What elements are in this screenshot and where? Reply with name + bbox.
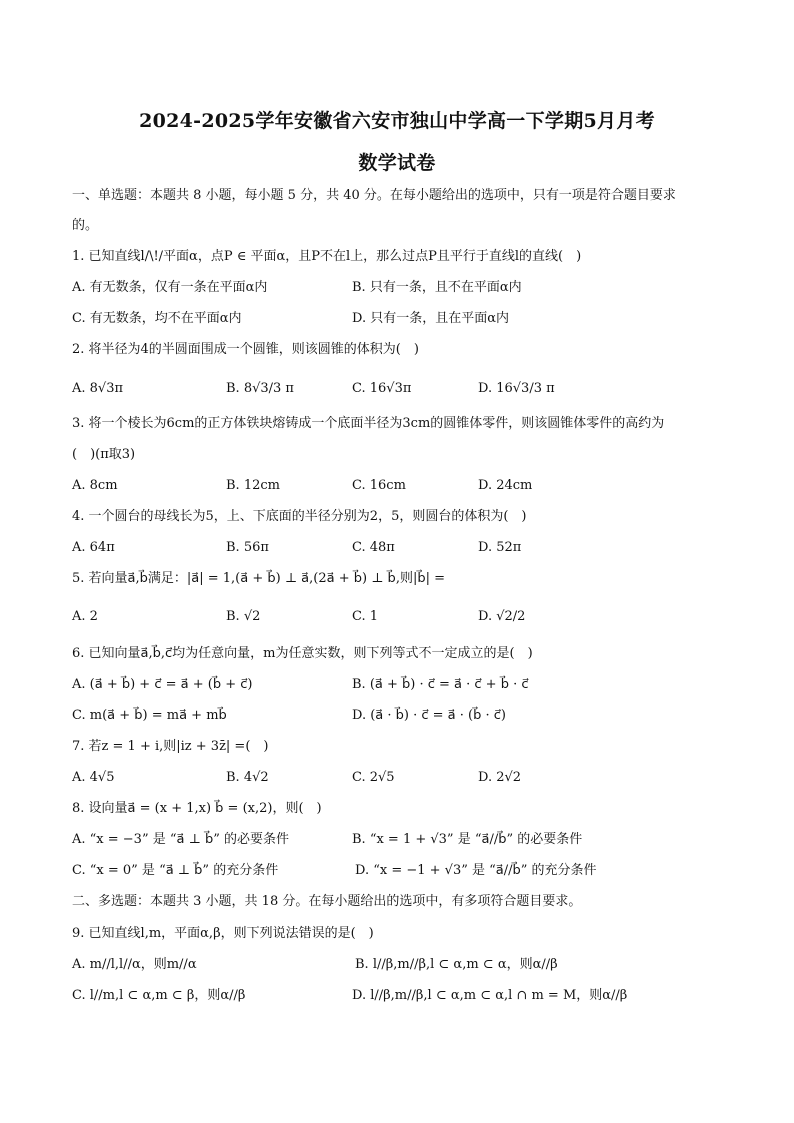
q9-stem: 9. 已知直线l,m，平面α,β，则下列说法错误的是( ): [72, 926, 374, 941]
q4-option-a: A. 64π: [72, 540, 115, 555]
q6-option-d: D. (a⃗ · b⃗) · c⃗ = a⃗ · (b⃗ · c⃗): [352, 708, 506, 723]
q7-stem: 7. 若z = 1 + i,则|iz + 3z̄| =( ): [72, 739, 269, 754]
q4-option-d: D. 52π: [478, 540, 522, 555]
q9-option-d: D. l//β,m//β,l ⊂ α,m ⊂ α,l ∩ m = M，则α//β: [352, 988, 628, 1003]
q6-stem: 6. 已知向量a⃗,b⃗,c⃗均为任意向量，m为任意实数，则下列等式不一定成立的是( ): [72, 646, 533, 661]
q7-option-c: C. 2√5: [352, 770, 395, 785]
q3-option-b: B. 12cm: [226, 478, 280, 493]
q4-option-c: C. 48π: [352, 540, 395, 555]
q3-stem-cont: ( )(π取3): [72, 447, 136, 462]
q5-option-b: B. √2: [226, 609, 261, 624]
q3-option-a: A. 8cm: [72, 478, 118, 493]
q8-stem: 8. 设向量a⃗ = (x + 1,x) b⃗ = (x,2)，则( ): [72, 801, 322, 816]
q4-option-b: B. 56π: [226, 540, 269, 555]
section1-heading-cont: 的。: [72, 218, 99, 233]
q7-option-a: A. 4√5: [72, 770, 115, 785]
exam-subtitle: 数学试卷: [358, 152, 436, 174]
q9-option-b: B. l//β,m//β,l ⊂ α,m ⊂ α，则α//β: [355, 957, 558, 972]
q1-option-a: A. 有无数条，仅有一条在平面α内: [72, 280, 268, 295]
q5-option-a: A. 2: [72, 609, 98, 624]
q7-option-d: D. 2√2: [478, 770, 522, 785]
q7-option-b: B. 4√2: [226, 770, 269, 785]
q6-option-c: C. m(a⃗ + b⃗) = ma⃗ + mb⃗: [72, 708, 227, 723]
section2-heading: 二、多选题：本题共 3 小题，共 18 分。在每小题给出的选项中，有多项符合题目要求。: [72, 894, 582, 909]
q5-option-d: D. √2/2: [478, 609, 526, 624]
q9-option-a: A. m//l,l//α，则m//α: [72, 957, 197, 972]
q3-stem: 3. 将一个棱长为6cm的正方体铁块熔铸成一个底面半径为3cm的圆锥体零件，则该圆锥体零件的高约为: [72, 416, 665, 431]
q9-option-c: C. l//m,l ⊂ α,m ⊂ β，则α//β: [72, 988, 246, 1003]
q6-option-a: A. (a⃗ + b⃗) + c⃗ = a⃗ + (b⃗ + c⃗): [72, 677, 253, 692]
section1-heading: 一、单选题：本题共 8 小题，每小题 5 分，共 40 分。在每小题给出的选项中，只有一项是符合题目要求: [72, 188, 676, 203]
q5-stem: 5. 若向量a⃗,b⃗满足：|a⃗| = 1,(a⃗ + b⃗) ⊥ a⃗,(2a⃗ + b⃗) ⊥ b⃗,则|b⃗| =: [72, 571, 445, 586]
q1-option-d: D. 只有一条，且在平面α内: [352, 311, 510, 326]
q2-stem: 2. 将半径为4的半圆面围成一个圆锥，则该圆锥的体积为( ): [72, 342, 419, 357]
q4-stem: 4. 一个圆台的母线长为5，上、下底面的半径分别为2，5，则圆台的体积为( ): [72, 509, 527, 524]
q5-option-c: C. 1: [352, 609, 379, 624]
q2-option-d: D. 16√3/3 π: [478, 381, 555, 396]
q2-option-a: A. 8√3π: [72, 381, 124, 396]
q1-option-b: B. 只有一条，且不在平面α内: [352, 280, 522, 295]
q8-option-a: A. “x = −3” 是 “a⃗ ⊥ b⃗” 的必要条件: [72, 832, 289, 847]
q8-option-c: C. “x = 0” 是 “a⃗ ⊥ b⃗” 的充分条件: [72, 863, 279, 878]
q2-option-c: C. 16√3π: [352, 381, 412, 396]
q8-option-b: B. “x = 1 + √3” 是 “a⃗//b⃗” 的必要条件: [352, 832, 583, 847]
q2-option-b: B. 8√3/3 π: [226, 381, 294, 396]
q8-option-d: D. “x = −1 + √3” 是 “a⃗//b⃗” 的充分条件: [355, 863, 597, 878]
q1-stem: 1. 已知直线l/\!/平面α，点P ∈ 平面α，且P不在l上，那么过点P且平行于直线l的直线( ): [72, 249, 582, 264]
exam-title: 2024-2025学年安徽省六安市独山中学高一下学期5月月考: [139, 110, 655, 132]
q1-option-c: C. 有无数条，均不在平面α内: [72, 311, 242, 326]
q3-option-d: D. 24cm: [478, 478, 533, 493]
q3-option-c: C. 16cm: [352, 478, 406, 493]
q6-option-b: B. (a⃗ + b⃗) · c⃗ = a⃗ · c⃗ + b⃗ · c⃗: [352, 677, 529, 692]
